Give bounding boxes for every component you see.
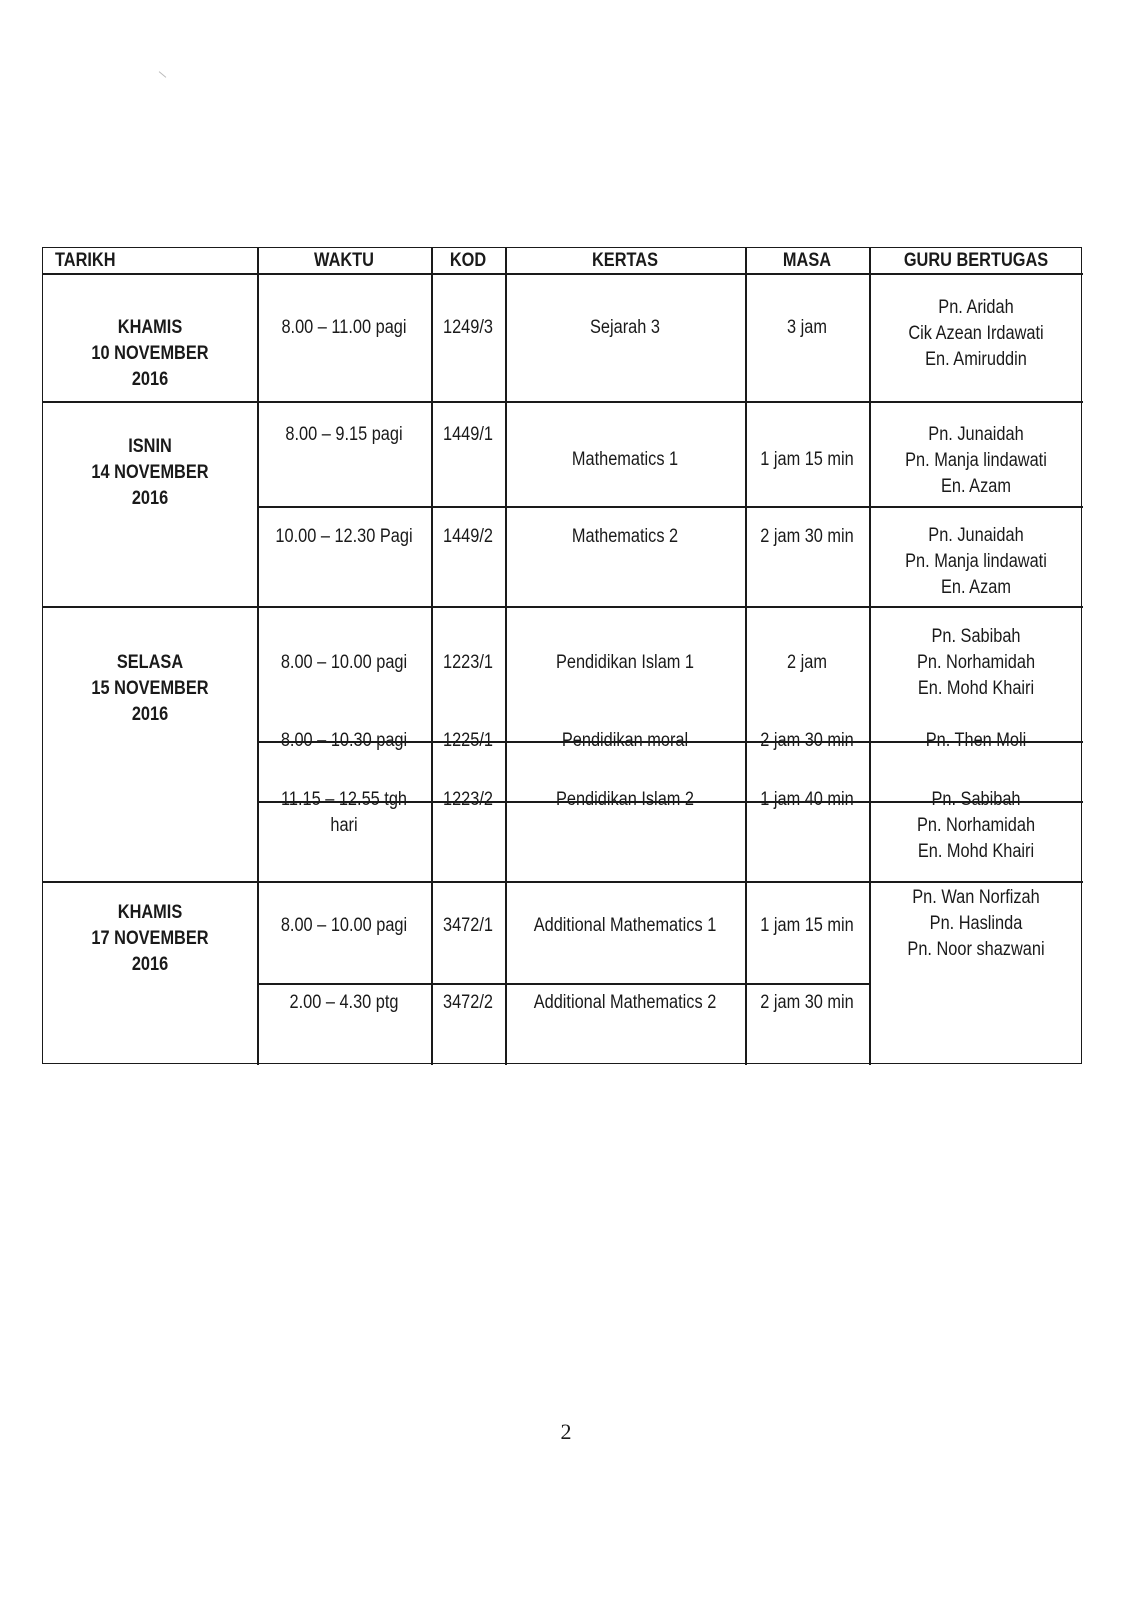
guru-cell: Pn. Junaidah Pn. Manja lindawati En. Azam [905, 525, 1047, 598]
waktu-cell: 8.00 – 10.00 pagi [280, 915, 408, 936]
exam-schedule-table [42, 247, 1082, 1064]
guru-cell: Pn. Sabibah Pn. Norhamidah En. Mohd Khairi [916, 789, 1036, 862]
kertas-cell: Pendidikan Islam 1 [555, 652, 695, 673]
kod-cell: 1223/1 [443, 652, 493, 673]
kertas-cell: Pendidikan moral [561, 730, 689, 751]
masa-cell: 1 jam 40 min [760, 789, 854, 810]
date-cell: ISNIN 14 NOVEMBER 2016 [91, 436, 209, 509]
kod-cell: 1249/3 [443, 317, 493, 338]
column-rule [869, 248, 871, 1065]
waktu-cell: 10.00 – 12.30 Pagi [275, 526, 413, 547]
header-kertas: KERTAS [592, 249, 658, 271]
waktu-cell: 2.00 – 4.30 ptg [289, 992, 399, 1013]
kertas-cell: Mathematics 2 [571, 526, 679, 547]
guru-cell: Pn. Junaidah Pn. Manja lindawati En. Azam [905, 424, 1047, 497]
waktu-cell: 8.00 – 11.00 pagi [281, 317, 407, 338]
masa-cell: 2 jam 30 min [760, 526, 854, 547]
header-masa: MASA [782, 249, 832, 271]
header-kod: KOD [449, 249, 487, 271]
header-guru: GURU BERTUGAS [903, 249, 1049, 271]
header-waktu: WAKTU [314, 249, 374, 271]
waktu-cell: 8.00 – 9.15 pagi [285, 424, 403, 445]
waktu-cell: 8.00 – 10.30 pagi [280, 730, 408, 751]
column-rule [431, 248, 433, 1065]
guru-cell: Pn. Then Moli [925, 730, 1027, 751]
kod-cell: 1449/2 [443, 526, 493, 547]
masa-cell: 3 jam [787, 317, 827, 338]
kertas-cell: Sejarah 3 [590, 317, 660, 338]
waktu-cell: 11.15 – 12.55 tgh hari [281, 789, 407, 836]
kertas-cell: Mathematics 1 [571, 449, 679, 470]
column-rule [745, 248, 747, 1065]
kertas-cell: Additional Mathematics 1 [533, 915, 717, 936]
day-rule [43, 606, 1083, 608]
waktu-cell: 8.00 – 10.00 pagi [280, 652, 408, 673]
kod-cell: 3472/2 [443, 992, 493, 1013]
session-rule [257, 506, 1083, 508]
kod-cell: 1225/1 [443, 730, 493, 751]
kod-cell: 1449/1 [443, 424, 493, 445]
guru-cell: Pn. Wan Norfizah Pn. Haslinda Pn. Noor shazwani [907, 887, 1045, 960]
masa-cell: 2 jam 30 min [760, 992, 854, 1013]
date-cell: KHAMIS 10 NOVEMBER 2016 [91, 317, 209, 390]
guru-cell: Pn. Sabibah Pn. Norhamidah En. Mohd Khairi [916, 626, 1036, 699]
kod-cell: 3472/1 [443, 915, 493, 936]
header-tarikh: TARIKH [55, 249, 116, 271]
day-rule [43, 881, 1083, 883]
kod-cell: 1223/2 [443, 789, 493, 810]
masa-cell: 1 jam 15 min [760, 449, 854, 470]
column-rule [505, 248, 507, 1065]
date-cell: SELASA 15 NOVEMBER 2016 [91, 652, 209, 725]
date-cell: KHAMIS 17 NOVEMBER 2016 [91, 902, 209, 975]
day-rule [43, 401, 1083, 403]
guru-cell: Pn. Aridah Cik Azean Irdawati En. Amiruddin [908, 297, 1044, 370]
session-rule [257, 983, 869, 985]
scan-speck [159, 71, 167, 78]
masa-cell: 2 jam 30 min [760, 730, 854, 751]
kertas-cell: Pendidikan Islam 2 [555, 789, 695, 810]
masa-cell: 1 jam 15 min [760, 915, 854, 936]
kertas-cell: Additional Mathematics 2 [533, 992, 717, 1013]
column-rule [257, 248, 259, 1065]
masa-cell: 2 jam [787, 652, 827, 673]
page-number: 2 [560, 1419, 572, 1444]
